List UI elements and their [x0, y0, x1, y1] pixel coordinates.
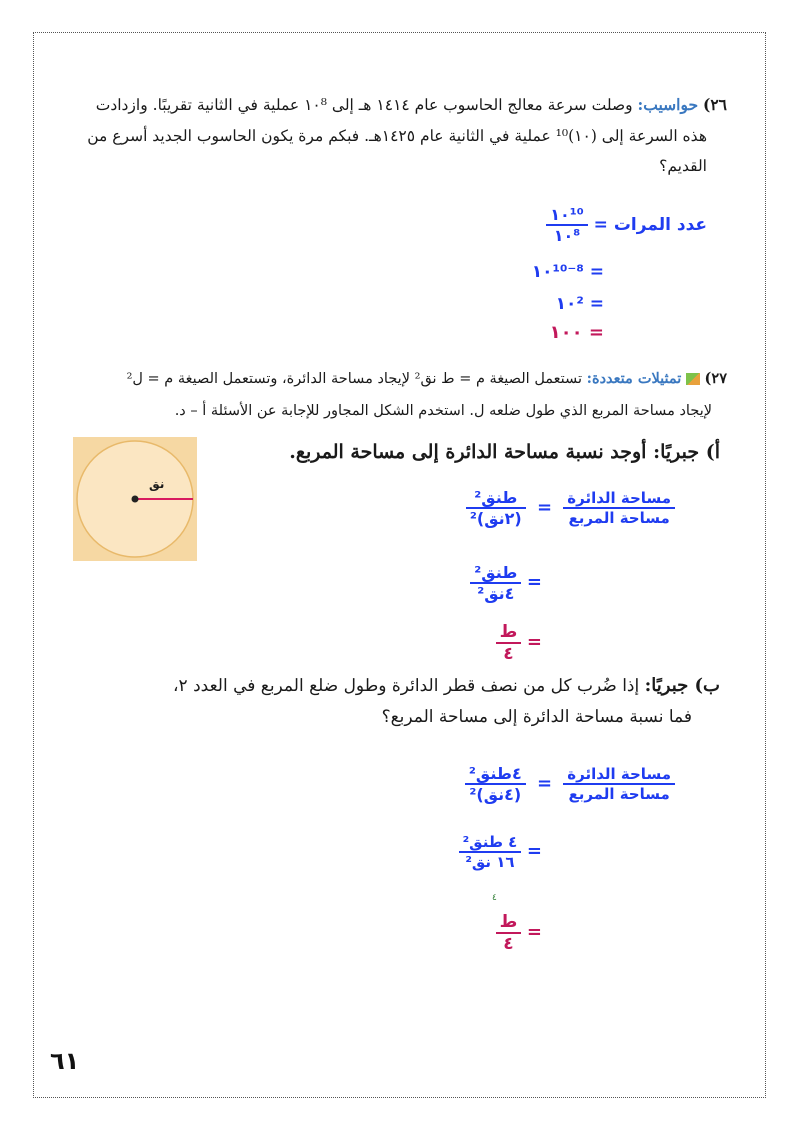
part-b-row1: [465, 764, 675, 804]
part-a-ratio: [563, 489, 675, 527]
q27-text-1: تستعمل الصيغة م = ط نق² لإيجاد مساحة الدائرة، وتستعمل الصيغة م = ل²: [126, 371, 583, 387]
part-b-frac3-num: ط: [499, 912, 518, 932]
q26-eq: =: [593, 215, 608, 235]
q26-fraction: [546, 205, 588, 245]
part-a-label: أ) جبريًا:: [653, 441, 720, 463]
circle-in-square-figure: [73, 437, 197, 561]
part-b-eq3: =: [526, 921, 542, 943]
q26-line3: القديم؟: [659, 157, 707, 175]
part-b-frac2-num: ٤ طنق²: [462, 833, 518, 851]
part-a-eq1: =: [536, 496, 553, 518]
part-a-eq3: =: [526, 631, 542, 653]
part-b-eq2: =: [526, 840, 542, 862]
part-b-text-1: إذا ضُرب كل من نصف قطر الدائرة وطول ضلع المربع في العدد ٢،: [173, 676, 640, 696]
part-b-frac1-den: (٤نق)²: [465, 783, 526, 804]
page-number: ٦١: [50, 1047, 80, 1075]
part-a-frac2-num: طنق²: [474, 563, 518, 582]
q26-frac-num: ١٠¹⁰: [550, 205, 584, 224]
q26-step3: = ١٠²: [555, 294, 604, 314]
part-a-frac1-den: (٢نق)²: [466, 507, 526, 528]
part-b-ratio-num: مساحة الدائرة: [567, 765, 671, 783]
q26-step4: = ١٠٠: [549, 322, 604, 343]
part-a-ratio-num: مساحة الدائرة: [567, 489, 671, 507]
part-b-frac2: [459, 833, 522, 871]
part-a-text: أوجد نسبة مساحة الدائرة إلى مساحة المربع.: [289, 441, 647, 463]
part-a-eq2: =: [526, 571, 542, 593]
part-b-eq1: =: [536, 772, 553, 794]
part-b-cancel-note: ٤: [492, 893, 497, 903]
q27-line1: [127, 370, 727, 387]
q26-text-1: وصلت سرعة معالج الحاسوب عام ١٤١٤ هـ إلى ١٠⁸ عملية في الثانية تقريبًا. وازدادت: [95, 96, 633, 114]
part-a-frac3: [496, 622, 522, 664]
part-a-frac3-den: ٤: [496, 642, 522, 664]
q27-icon: [686, 373, 700, 385]
radius-label: نق: [149, 477, 165, 491]
circle-figure-svg: [73, 437, 197, 561]
q26-step2: = ١٠¹⁰⁻⁸: [531, 262, 604, 282]
q26-number: ٢٦): [703, 95, 727, 114]
part-a-frac1: [466, 488, 526, 528]
part-b-ratio-den: مساحة المربع: [563, 783, 675, 803]
part-b-row2: [459, 833, 542, 871]
part-b-row3: [496, 912, 542, 954]
part-b-heading: [173, 675, 720, 696]
q26-frac-den: ١٠⁸: [546, 224, 588, 245]
part-b-frac1-num: ٤طنق²: [468, 764, 522, 783]
part-a-row1: [466, 488, 675, 528]
part-b-frac1: [465, 764, 526, 804]
part-a-frac2: [470, 563, 521, 603]
q27-tag: تمثيلات متعددة:: [586, 370, 682, 387]
part-a-row2: [470, 563, 542, 603]
part-a-ratio-den: مساحة المربع: [563, 507, 675, 527]
page-border: [33, 32, 766, 1098]
part-b-line2: فما نسبة مساحة الدائرة إلى مساحة المربع؟: [381, 707, 692, 727]
q27-number: ٢٧): [704, 370, 727, 387]
part-b-frac2-den: ١٦ نق²: [459, 851, 522, 871]
q26-solution-row1: [546, 205, 707, 245]
q26-line2: هذه السرعة إلى (١٠)¹⁰ عملية في الثانية عام ١٤٢٥هـ. فبكم مرة يكون الحاسوب الجديد أسرع من: [87, 127, 707, 145]
part-b-frac3: [496, 912, 522, 954]
q26-tag: حواسيب:: [637, 95, 699, 114]
part-a-frac3-num: ط: [499, 622, 518, 642]
part-a-row3: [496, 622, 542, 664]
center-dot: [132, 496, 139, 503]
part-a-heading: [289, 441, 720, 463]
q27-line2: لإيجاد مساحة المربع الذي طول ضلعه ل. استخدم الشكل المجاور للإجابة عن الأسئلة أ – د.: [174, 403, 712, 419]
part-a-frac1-num: طنق²: [474, 488, 518, 507]
part-b-label: ب) جبريًا:: [644, 675, 720, 696]
part-b-frac3-den: ٤: [496, 932, 522, 954]
part-b-ratio: [563, 765, 675, 803]
q26-line1: [96, 95, 727, 114]
q26-count-label: عدد المرات: [613, 215, 707, 235]
part-a-frac2-den: ٤نق²: [470, 582, 521, 603]
